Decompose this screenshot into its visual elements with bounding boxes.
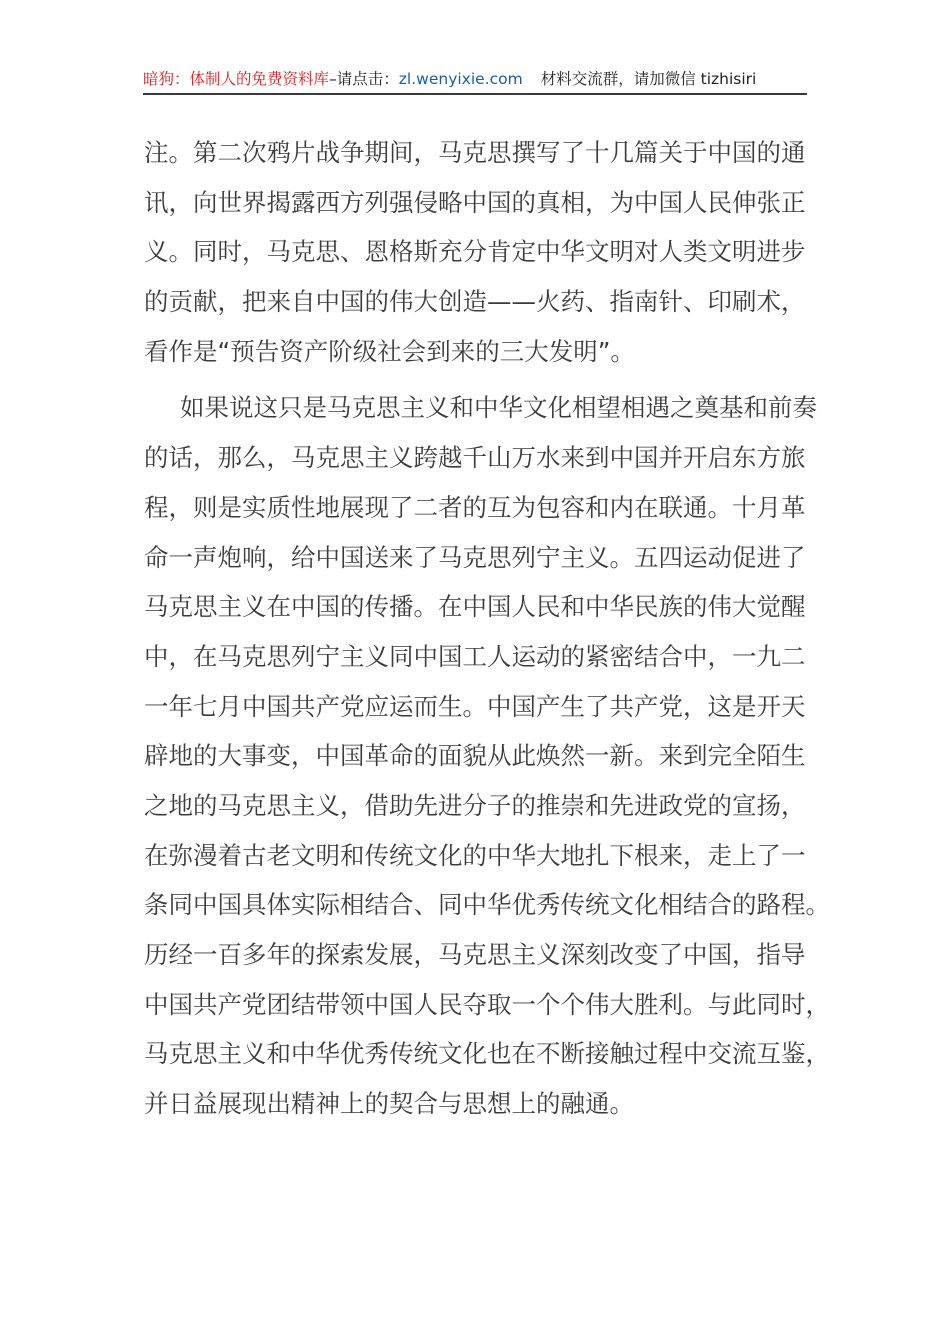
text-line: 历经一百多年的探索发展，马克思主义深刻改变了中国，指导 [144,940,806,969]
text-line: 在弥漫着古老文明和传统文化的中华大地扎下根来，走上了一 [144,840,806,870]
text-line: 一年七月中国共产党应运而生。中国产生了共产党，这是开天 [144,691,806,721]
document-body [144,128,830,1129]
text-line: 中国共产党团结带领中国人民夺取一个个伟大胜利。与此同时， [144,989,830,1019]
text-line: 马克思主义和中华优秀传统文化也在不断接触过程中交流互鉴， [144,1039,830,1069]
text-line: 讯，向世界揭露西方列强侵略中国的真相，为中国人民伸张正 [144,187,806,217]
text-line: 并日益展现出精神上的契合与思想上的融通。 [144,1089,634,1119]
text-line: 命一声炮响，给中国送来了马克思列宁主义。五四运动促进了 [144,542,806,572]
paragraph-2 [144,383,830,1128]
header-prompt: –请点击： [329,70,399,88]
text-line: 中，在马克思列宁主义同中国工人运动的紧密结合中，一九二 [144,641,806,671]
text-line: 辟地的大事变，中国革命的面貌从此焕然一新。来到完全陌生 [144,741,806,771]
text-line: 如果说这只是马克思主义和中华文化相望相遇之奠基和前奏 [180,393,817,423]
text-line: 条同中国具体实际相结合、同中华优秀传统文化相结合的路程。 [144,890,830,920]
text-line: 看作是“预告资产阶级社会到来的三大发明”。 [144,336,635,366]
text-line: 注。第二次鸦片战争期间，马克思撰写了十几篇关于中国的通 [144,138,806,167]
paragraph-1 [144,128,814,376]
text-line: 的贡献，把来自中国的伟大创造——火药、指南针、印刷术， [144,287,806,317]
page-header [143,66,807,95]
text-line: 的话，那么，马克思主义跨越千山万水来到中国并开启东方旅 [144,443,806,473]
text-line: 之地的马克思主义，借助先进分子的推崇和先进政党的宣扬， [144,790,806,820]
text-line: 马克思主义在中国的传播。在中国人民和中华民族的伟大觉醒 [144,592,806,622]
header-note: 材料交流群，请加微信 tizhisiri [540,70,757,88]
text-line: 义。同时，马克思、恩格斯充分肯定中华文明对人类文明进步 [144,237,806,267]
text-line: 程，则是实质性地展现了二者的互为包容和内在联通。十月革 [144,492,806,522]
header-link[interactable]: zl.wenyixie.com [398,70,523,88]
header-brand: 暗狗：体制人的免费资料库 [143,70,330,88]
